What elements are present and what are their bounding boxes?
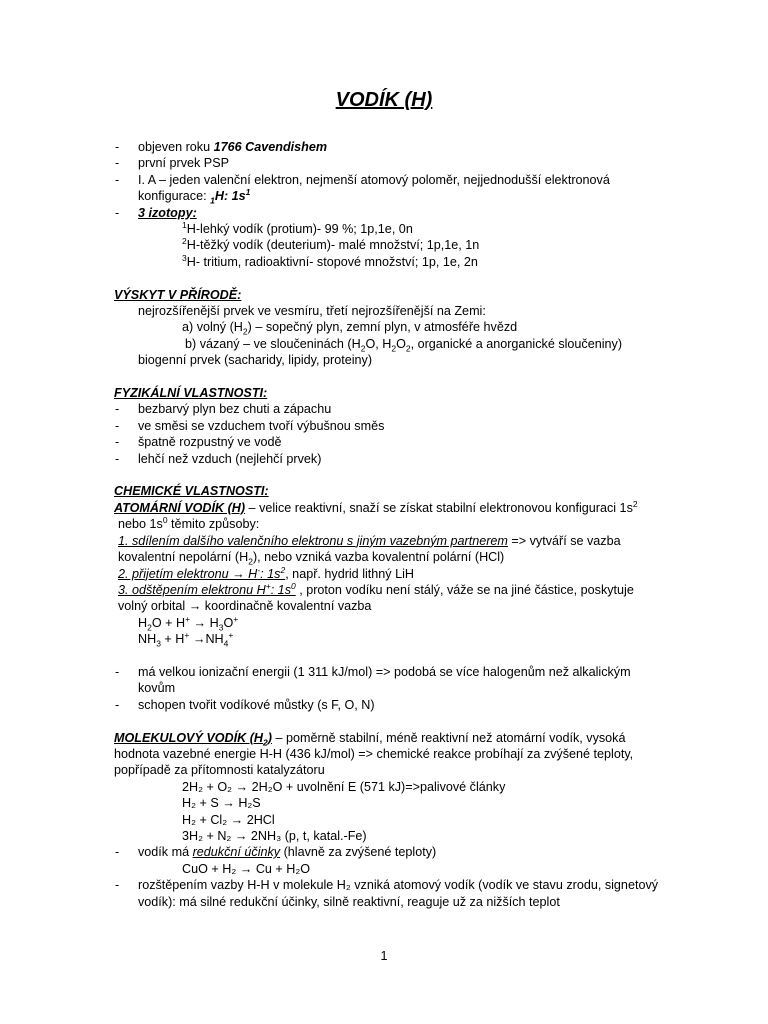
paragraph-line <box>114 336 674 352</box>
paragraph-line <box>114 566 674 582</box>
molecular-hydrogen-heading <box>114 730 272 748</box>
superscript: + <box>265 580 271 591</box>
text: špatně rozpustný ve vodě <box>138 435 282 450</box>
text: NH <box>138 632 157 647</box>
equation <box>114 631 674 647</box>
text: redukční účinky <box>192 845 281 860</box>
text: : 1s <box>270 582 291 597</box>
superscript: 2 <box>280 564 286 575</box>
text: => vytváří se vazba <box>507 533 621 548</box>
subscript: 4 <box>223 638 229 649</box>
text: O + H <box>151 615 186 630</box>
text: + H <box>160 632 185 647</box>
text: lehčí než vzduch (nejlehčí prvek) <box>138 451 322 466</box>
text: : 1s <box>260 566 281 581</box>
list-item <box>114 697 674 713</box>
list-item <box>114 451 674 467</box>
text: první prvek PSP <box>138 156 229 171</box>
text: O <box>223 615 234 630</box>
text: kovalentní nepolární (H <box>118 550 249 565</box>
page-number: 1 <box>380 949 388 963</box>
text: O <box>396 336 406 351</box>
way-label: 1. sdílením dalšího valenčního elektronu s jiným vazebným partnerem <box>118 533 508 548</box>
atomic-hydrogen-heading: ATOMÁRNÍ VODÍK (H) <box>114 500 246 515</box>
text: MOLEKULOVÝ VODÍK (H <box>114 730 264 745</box>
electron-config <box>210 187 251 206</box>
text: I. A – jeden valenční elektron, nejmenší atomový poloměr, nejjednodušší elektronová <box>138 172 610 187</box>
superscript: + <box>233 613 239 624</box>
text: má velkou ionizační energii (1 311 kJ/mol) => podobá se více halogenům než alkalickým <box>138 664 631 679</box>
paragraph-line <box>114 319 674 335</box>
list-item <box>114 139 674 155</box>
text: kovům <box>138 681 176 696</box>
subscript: 2 <box>360 343 366 354</box>
text: nebo 1s <box>118 517 163 532</box>
text: biogenní prvek (sacharidy, lipidy, proteiny) <box>138 353 373 368</box>
text: → H <box>190 615 219 630</box>
list-item-continuation <box>114 680 674 696</box>
text: ) – sopečný plyn, zemní plyn, v atmosféře hvězd <box>247 320 518 335</box>
text: , např. hydrid lithný LiH <box>285 566 414 581</box>
text: a) volný (H <box>182 320 243 335</box>
paragraph-line <box>114 303 674 319</box>
paragraph-line <box>114 762 674 778</box>
way-label <box>118 580 296 597</box>
text: 2. přijetím elektronu → H <box>118 566 258 581</box>
section-heading <box>114 385 674 401</box>
subscript: 3 <box>218 622 224 633</box>
list-item <box>114 844 674 860</box>
text: H <box>138 615 148 630</box>
superscript: 1 <box>182 219 187 230</box>
way-label <box>118 564 286 581</box>
superscript: 2 <box>182 236 187 247</box>
superscript: + <box>185 613 191 624</box>
text: ve směsi se vzduchem tvoří výbušnou směs <box>138 418 385 433</box>
text: těmito způsoby: <box>167 517 260 532</box>
superscript: 0 <box>162 515 168 526</box>
equation <box>114 779 674 795</box>
isotope-row <box>114 254 674 270</box>
discoverer: 1766 Cavendishem <box>213 140 328 154</box>
subscript: 3 <box>156 638 161 649</box>
superscript: + <box>228 629 234 640</box>
text: ), nebo vzniká vazba kovalentní polární (HCl) <box>252 550 505 565</box>
paragraph-line <box>114 352 674 368</box>
document-body <box>114 139 674 910</box>
text: (hlavně za zvýšené teploty) <box>280 845 437 860</box>
superscript: 0 <box>291 580 296 591</box>
subscript: 2 <box>248 556 253 567</box>
text: 2H₂ + O₂ → 2H₂O + uvolnění E (571 kJ)=>palivové články <box>182 779 506 794</box>
paragraph-line <box>114 549 674 565</box>
text: b) vázaný – ve sloučeninách (H <box>185 336 361 351</box>
equation <box>114 795 674 811</box>
section-heading <box>114 483 674 499</box>
subscript: 2 <box>147 622 152 633</box>
text: volný orbital → koordinačně kovalentní vazba <box>118 599 372 614</box>
list-item <box>114 205 674 221</box>
text: schopen tvořit vodíkové můstky (s F, O, N) <box>138 697 375 712</box>
page-title: VODÍK (H) <box>335 89 433 111</box>
text: CHEMICKÉ VLASTNOSTI: <box>114 484 269 499</box>
subscript: 2 <box>242 326 248 337</box>
list-item <box>114 434 674 450</box>
text: ) <box>267 730 272 745</box>
list-item <box>114 155 674 171</box>
text: FYZIKÁLNÍ VLASTNOSTI: <box>114 386 268 401</box>
text: H-těžký vodík (deuterium)- malé množství; 1p,1e, 1n <box>186 238 480 253</box>
isotope-row <box>114 237 674 253</box>
subscript: 2 <box>405 343 411 354</box>
superscript: 1 <box>245 187 251 198</box>
superscript: 2 <box>632 498 638 509</box>
text: vodík má <box>138 845 193 860</box>
paragraph-line <box>114 582 674 598</box>
text: bezbarvý plyn bez chuti a zápachu <box>138 402 332 417</box>
superscript: - <box>257 564 261 575</box>
text: nejrozšířenější prvek ve vesmíru, třetí nejrozšířenější na Zemi: <box>138 304 486 319</box>
superscript: + <box>184 629 190 640</box>
text: popřípadě za přítomnosti katalyzátoru <box>114 763 325 778</box>
text: H-lehký vodík (protium)- 99 %; 1p,1e, 0n <box>186 222 413 237</box>
equation <box>114 861 674 877</box>
text: VÝSKYT V PŘÍRODĚ: <box>114 287 242 302</box>
list-item <box>114 664 674 680</box>
text: – poměrně stabilní, méně reaktivní než atomární vodík, vysoká <box>271 730 626 745</box>
equation <box>114 812 674 828</box>
text: →NH <box>189 632 224 647</box>
equation <box>114 828 674 844</box>
subscript: 2 <box>391 343 397 354</box>
equation <box>114 615 674 631</box>
isotope-row <box>114 221 674 237</box>
text: , organické a anorganické sloučeniny) <box>410 336 623 351</box>
text: H₂ + Cl₂ → 2HCl <box>182 812 275 827</box>
subscript: 1 <box>210 195 215 206</box>
text: 3. odštěpením elektronu H <box>118 582 266 597</box>
text: konfigurace: <box>138 189 211 204</box>
text: H: 1s <box>214 189 246 204</box>
isotopes-heading: 3 izotopy: <box>138 205 197 220</box>
list-item-continuation <box>114 894 674 910</box>
list-item <box>114 172 674 188</box>
list-item <box>114 877 674 893</box>
text: vodík): má silné redukční účinky, silně reaktivní, reaguje už za nižších teplot <box>138 894 560 909</box>
text: CuO + H₂ → Cu + H₂O <box>182 861 311 876</box>
list-item <box>114 418 674 434</box>
text: , proton vodíku není stálý, váže se na jiné částice, poskytuje <box>295 582 634 597</box>
text: objeven roku <box>138 140 214 154</box>
list-item-continuation <box>114 188 674 204</box>
list-item <box>114 401 674 417</box>
text: H₂ + S → H₂S <box>182 796 261 811</box>
text: rozštěpením vazby H-H v molekule H₂ vzniká atomový vodík (vodík ve stavu zrodu, signetový <box>138 878 659 893</box>
paragraph-line <box>114 533 674 549</box>
text: H- tritium, radioaktivní- stopové množství; 1p, 1e, 2n <box>186 254 478 269</box>
paragraph-line <box>114 598 674 614</box>
paragraph-line <box>114 500 674 516</box>
text: O, H <box>365 336 392 351</box>
subscript: 2 <box>263 737 268 748</box>
paragraph-line <box>114 746 674 762</box>
section-heading <box>114 287 674 303</box>
text: hodnota vazebné energie H-H (436 kJ/mol) => chemické reakce probíhají za zvýšené teploty, <box>114 746 634 761</box>
text: – velice reaktivní, snaží se získat stabilní elektronovou konfiguraci 1s <box>245 500 633 515</box>
paragraph-line <box>114 516 674 532</box>
text: 3H₂ + N₂ → 2NH₃ (p, t, katal.-Fe) <box>182 828 367 843</box>
paragraph-line <box>114 730 674 746</box>
superscript: 3 <box>182 252 187 263</box>
